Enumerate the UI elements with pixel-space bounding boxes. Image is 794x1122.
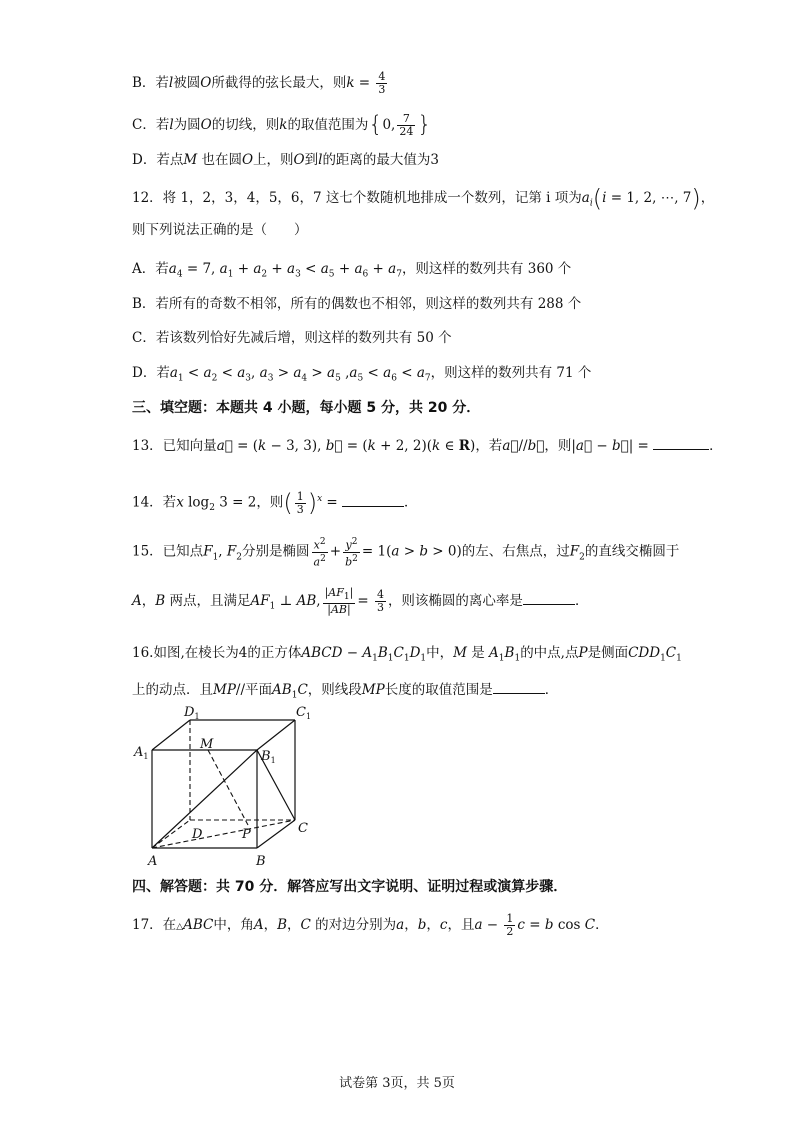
q12-option-c: C．若该数列恰好先减后增，则这样的数列共有 50 个	[132, 330, 452, 346]
label-M: M	[200, 737, 214, 752]
q15-line-1: 15．已知点$F_1$, $F_2$分别是椭圆 $\frac{x^2}{a^2}$ + $\frac{y^2}{b^2}$ = 1(a > b > 0)的左、右焦点，过$F_2$的直线交椭圆于	[132, 537, 680, 569]
q12-stem-2: 则下列说法正确的是（ ）	[132, 222, 308, 238]
label-C1: $C_1$	[296, 705, 312, 721]
edge-B-C	[257, 820, 295, 848]
q16-line-1: 16.如图,在棱长为4的正方体ABCD − $A_1B_1C_1D_1$中，M 是 $A_1B_1$的中点,点P是侧面$CDD_1C_1$	[132, 645, 682, 664]
q15-line-2: A，B 两点，且满足$AF_1$ ⊥ AB, $\frac{|AF_1|}{|AB|}$ = $\frac{4}{3}$ ，则该椭圆的离心率是 ．	[132, 585, 589, 617]
answer-blank[interactable]	[523, 603, 575, 605]
q12-stem: 12．将 1，2，3，4，5，6，7 这七个数随机地排成一个数列，记第 i 项为$a_i(i = 1$, 2, ⋯, 7)，	[132, 184, 715, 213]
q16-line-2: 上的动点．且MP//平面$AB_1C$，则线段MP长度的取值范围是 ．	[132, 682, 559, 701]
q14: 14．若x $\log_2 3 = 2$，则( $\frac{1}{3}$ )$^x$ = ．	[132, 489, 418, 517]
section-4-heading: 四、解答题：共 70 分．解答应写出文字说明、证明过程或演算步骤．	[132, 879, 568, 895]
label-A1: $A_1$	[134, 745, 149, 761]
fraction-4-3: $\frac{4}{3}$	[378, 70, 386, 96]
label-A: A	[148, 854, 158, 869]
fraction-7-24: $\frac{7}{24}$	[399, 112, 414, 138]
q12-option-d: D．若$a_1 < a_2 < a_3$, $a_3 > a_4 > a_5$ $,a_5 < a_6 < a_7$，则这样的数列共有 71 个	[132, 365, 592, 384]
edge-B1-C1	[257, 720, 295, 750]
label-B: B	[256, 854, 266, 869]
q13: 13．已知向量a⃗ = (k − 3, 3), b⃗ = (k + 2, 2)(k ∈ R)，若a⃗//b⃗，则|a⃗ − b⃗| = ．	[132, 438, 723, 454]
answer-blank[interactable]	[342, 505, 404, 507]
label-B1: $B_1$	[261, 749, 276, 765]
answer-blank[interactable]	[653, 448, 709, 450]
label-C: C	[298, 821, 308, 836]
section-3-heading: 三、填空题：本题共 4 小题，每小题 5 分，共 20 分．	[132, 400, 481, 416]
edge-A1-D1	[152, 720, 190, 750]
q17: 17．在△ABC中，角A，B，C 的对边分别为a，b，c，且a − $\frac{1}{2}$ c = b cos C．	[132, 912, 609, 938]
cube-figure	[130, 700, 330, 870]
segment-M-P	[208, 750, 248, 825]
q11-option-b: B．若l被圆O所截得的弦长最大，则k = $\frac{4}{3}$	[132, 70, 386, 96]
label-P: P	[242, 827, 251, 842]
q12-option-a: A．若$a_4 = 7$, $a_1 + a_2 + a_3 < a_5 + a_6 + a_7$，则这样的数列共有 360 个	[132, 261, 572, 280]
label-D1: $D_1$	[184, 705, 200, 721]
answer-blank[interactable]	[493, 692, 545, 694]
page-footer: 试卷第 3页，共 5页	[339, 1076, 455, 1091]
q11-option-d: D．若点M 也在圆O上，则O到l的距离的最大值为3	[132, 152, 440, 168]
segment-A-C	[152, 820, 295, 848]
q11-option-c: C．若l为圆O的切线，则k的取值范围为{0, $\frac{7}{24}$ }	[132, 112, 432, 138]
label-D: D	[192, 827, 203, 842]
q12-option-b: B．若所有的奇数不相邻，所有的偶数也不相邻，则这样的数列共有 288 个	[132, 296, 582, 312]
